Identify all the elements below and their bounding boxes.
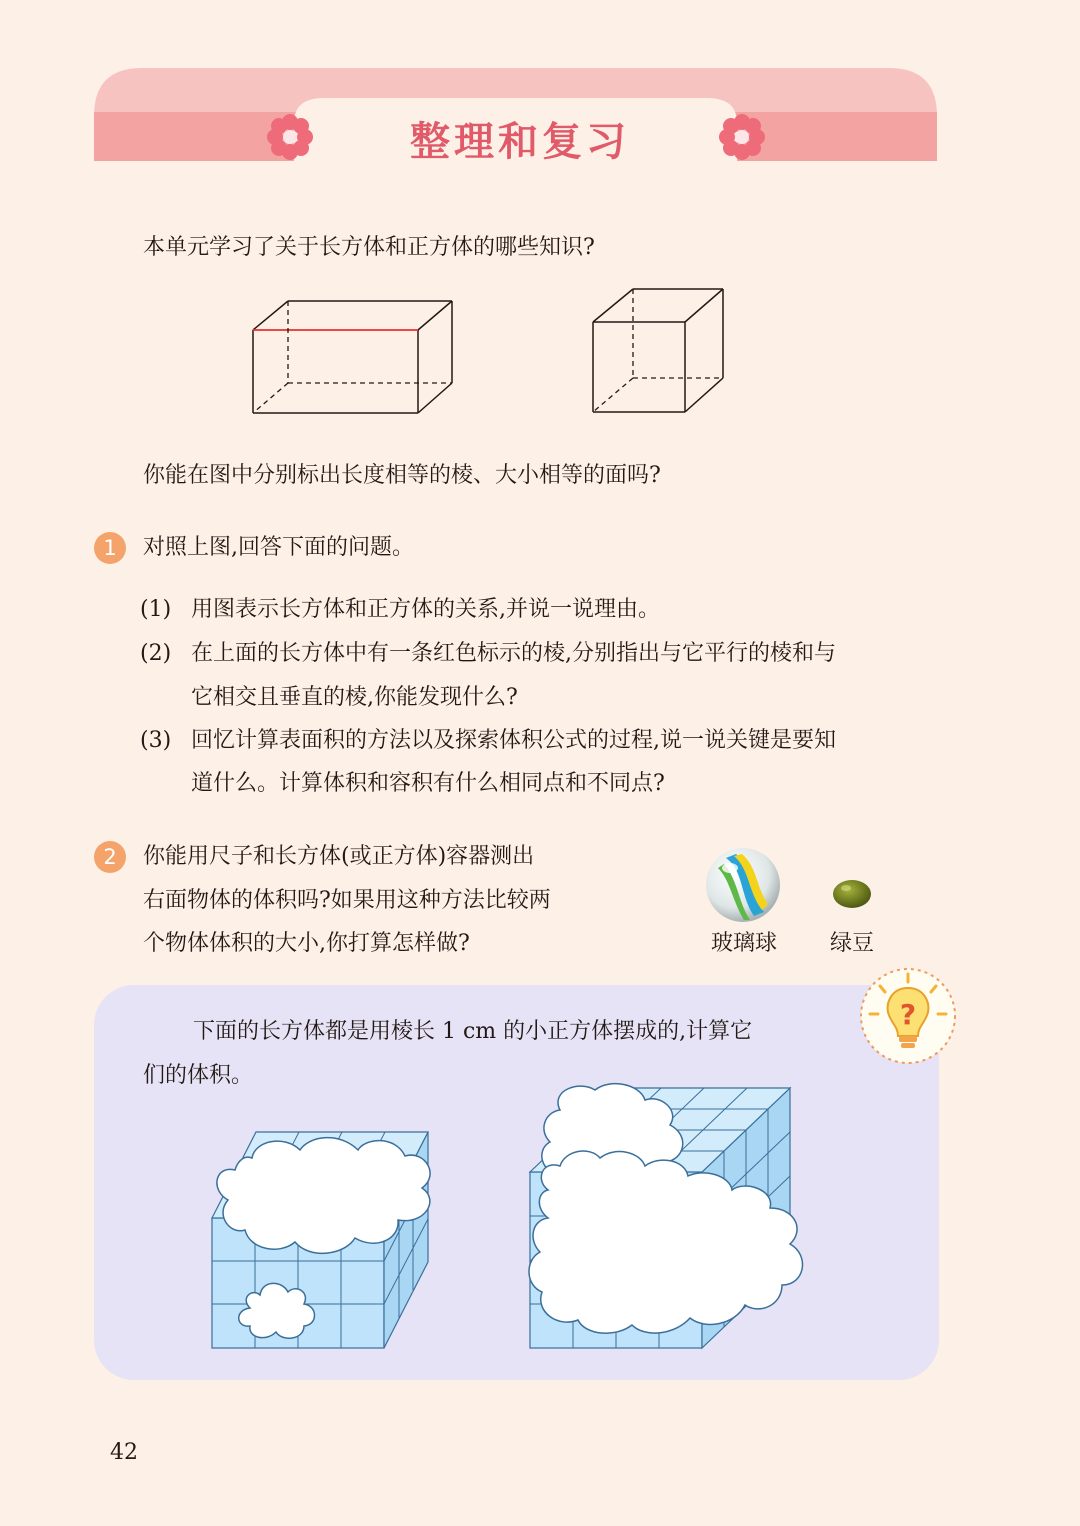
flower-icon: [265, 112, 315, 162]
puzzle-line: 下面的长方体都是用棱长 1 cm 的小正方体摆成的,计算它: [193, 1019, 753, 1044]
item-3-line: 道什么。计算体积和容积有什么相同点和不同点?: [191, 771, 665, 796]
section-2-line: 右面物体的体积吗?如果用这种方法比较两: [143, 888, 551, 913]
svg-text:?: ?: [899, 998, 917, 1031]
page-number: 42: [110, 1440, 138, 1465]
cube-diagram: [585, 282, 730, 422]
cuboid-diagram: [245, 292, 460, 422]
section-1-title: 对照上图,回答下面的问题。: [143, 535, 414, 560]
item-3-line: 回忆计算表面积的方法以及探索体积公式的过程,说一说关键是要知: [191, 728, 836, 753]
page-title: 整理和复习: [410, 119, 630, 165]
mung-bean-label: 绿豆: [830, 931, 875, 956]
item-2-line: 它相交且垂直的棱,你能发现什么?: [191, 685, 518, 710]
flower-icon: [717, 112, 767, 162]
item-2-line: 在上面的长方体中有一条红色标示的棱,分别指出与它平行的棱和与: [191, 641, 836, 666]
mung-bean-icon: [831, 878, 873, 910]
intro-question: 本单元学习了关于长方体和正方体的哪些知识?: [143, 235, 595, 260]
intro-follow-up: 你能在图中分别标出长度相等的棱、大小相等的面吗?: [143, 463, 661, 488]
marble-icon: [704, 846, 782, 924]
section-1-badge: 1: [94, 532, 126, 564]
marble-label: 玻璃球: [711, 931, 778, 956]
item-1-label: (1): [140, 597, 172, 622]
section-2-line: 个物体体积的大小,你打算怎样做?: [143, 931, 470, 956]
cube-block-right: [520, 1080, 840, 1360]
item-2-label: (2): [140, 641, 172, 666]
cube-block-left: [200, 1120, 480, 1360]
section-2-line: 你能用尺子和长方体(或正方体)容器测出: [143, 844, 535, 869]
item-3-label: (3): [140, 728, 172, 753]
puzzle-line: 们的体积。: [143, 1063, 254, 1088]
lightbulb-question-icon: [858, 966, 958, 1066]
section-2-badge: 2: [94, 841, 126, 873]
item-1-line: 用图表示长方体和正方体的关系,并说一说理由。: [191, 597, 660, 622]
